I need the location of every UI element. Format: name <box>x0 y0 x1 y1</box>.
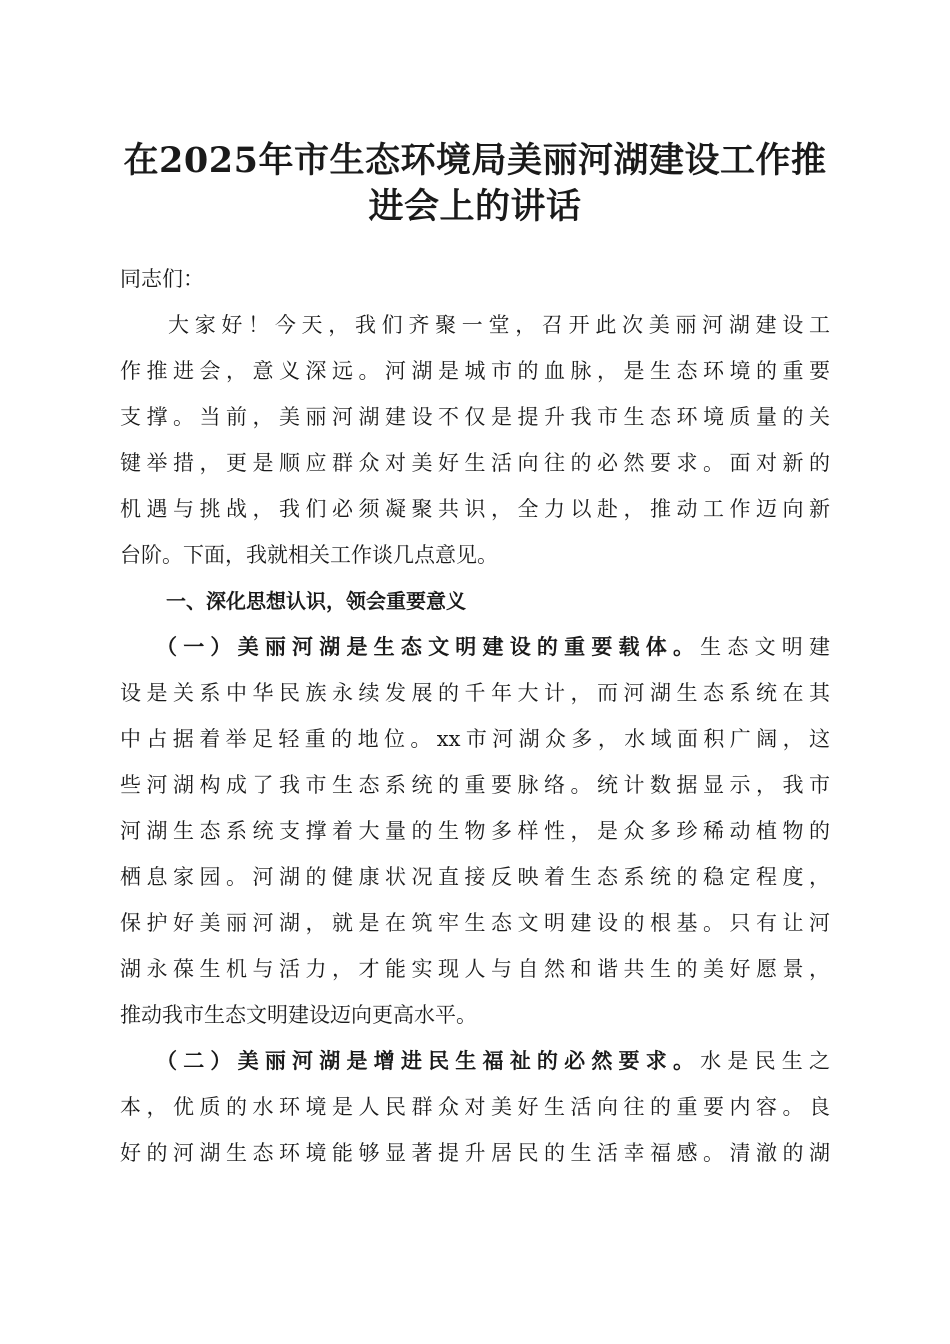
document-body <box>120 256 830 1176</box>
title-line-1: 在2025年市生态环境局美丽河湖建设工作推 <box>123 140 827 181</box>
intro-line: 作推进会，意义深远。河湖是城市的血脉，是生态环境的重要 <box>120 359 830 383</box>
paragraph-line: 湖永葆生机与活力，才能实现人与自然和谐共生的美好愿景， <box>120 957 830 981</box>
intro-line: 支撑。当前，美丽河湖建设不仅是提升我市生态环境质量的关 <box>120 405 830 429</box>
section-heading: 一、深化思想认识，领会重要意义 <box>166 589 466 613</box>
point-1-paragraph <box>120 624 830 1038</box>
title-line-2: 进会上的讲话 <box>368 186 582 227</box>
paragraph-line: 河湖生态系统支撑着大量的生物多样性，是众多珍稀动植物的 <box>120 819 830 843</box>
point-2-label: （二）美丽河湖是增进民生福祉的必然要求。 <box>156 1049 701 1073</box>
paragraph-line: 保护好美丽河湖，就是在筑牢生态文明建设的根基。只有让河 <box>120 911 830 935</box>
point-2-first-line-rest: 水是民生之 <box>700 1049 831 1073</box>
paragraph-line: 设是关系中华民族永续发展的千年大计，而河湖生态系统在其 <box>120 681 830 705</box>
point-1-first-line <box>120 624 830 670</box>
point-1-label: （一）美丽河湖是生态文明建设的重要载体。 <box>156 635 701 659</box>
intro-line: 键举措，更是顺应群众对美好生活向往的必然要求。面对新的 <box>120 451 830 475</box>
paragraph-line: 些河湖构成了我市生态系统的重要脉络。统计数据显示，我市 <box>120 773 830 797</box>
paragraph-line: 中占据着举足轻重的地位。xx市河湖众多，水域面积广阔，这 <box>120 727 830 751</box>
paragraph-line: 本，优质的水环境是人民群众对美好生活向往的重要内容。良 <box>120 1095 830 1119</box>
document-title <box>110 138 840 230</box>
paragraph-line: 推动我市生态文明建设迈向更高水平。 <box>120 1003 477 1027</box>
intro-line: 台阶。下面，我就相关工作谈几点意见。 <box>120 543 498 567</box>
point-1-first-line-rest: 生态文明建 <box>700 635 831 659</box>
point-2-first-line <box>120 1038 830 1084</box>
intro-line: 机遇与挑战，我们必须凝聚共识，全力以赴，推动工作迈向新 <box>120 497 830 521</box>
intro-paragraph <box>120 302 830 578</box>
paragraph-line: 栖息家园。河湖的健康状况直接反映着生态系统的稳定程度， <box>120 865 830 889</box>
point-2-paragraph <box>120 1038 830 1176</box>
salutation: 同志们： <box>120 267 204 291</box>
paragraph-line: 好的河湖生态环境能够显著提升居民的生活幸福感。清澈的湖 <box>120 1141 830 1165</box>
intro-line: 大家好！今天，我们齐聚一堂，召开此次美丽河湖建设工 <box>168 313 830 337</box>
